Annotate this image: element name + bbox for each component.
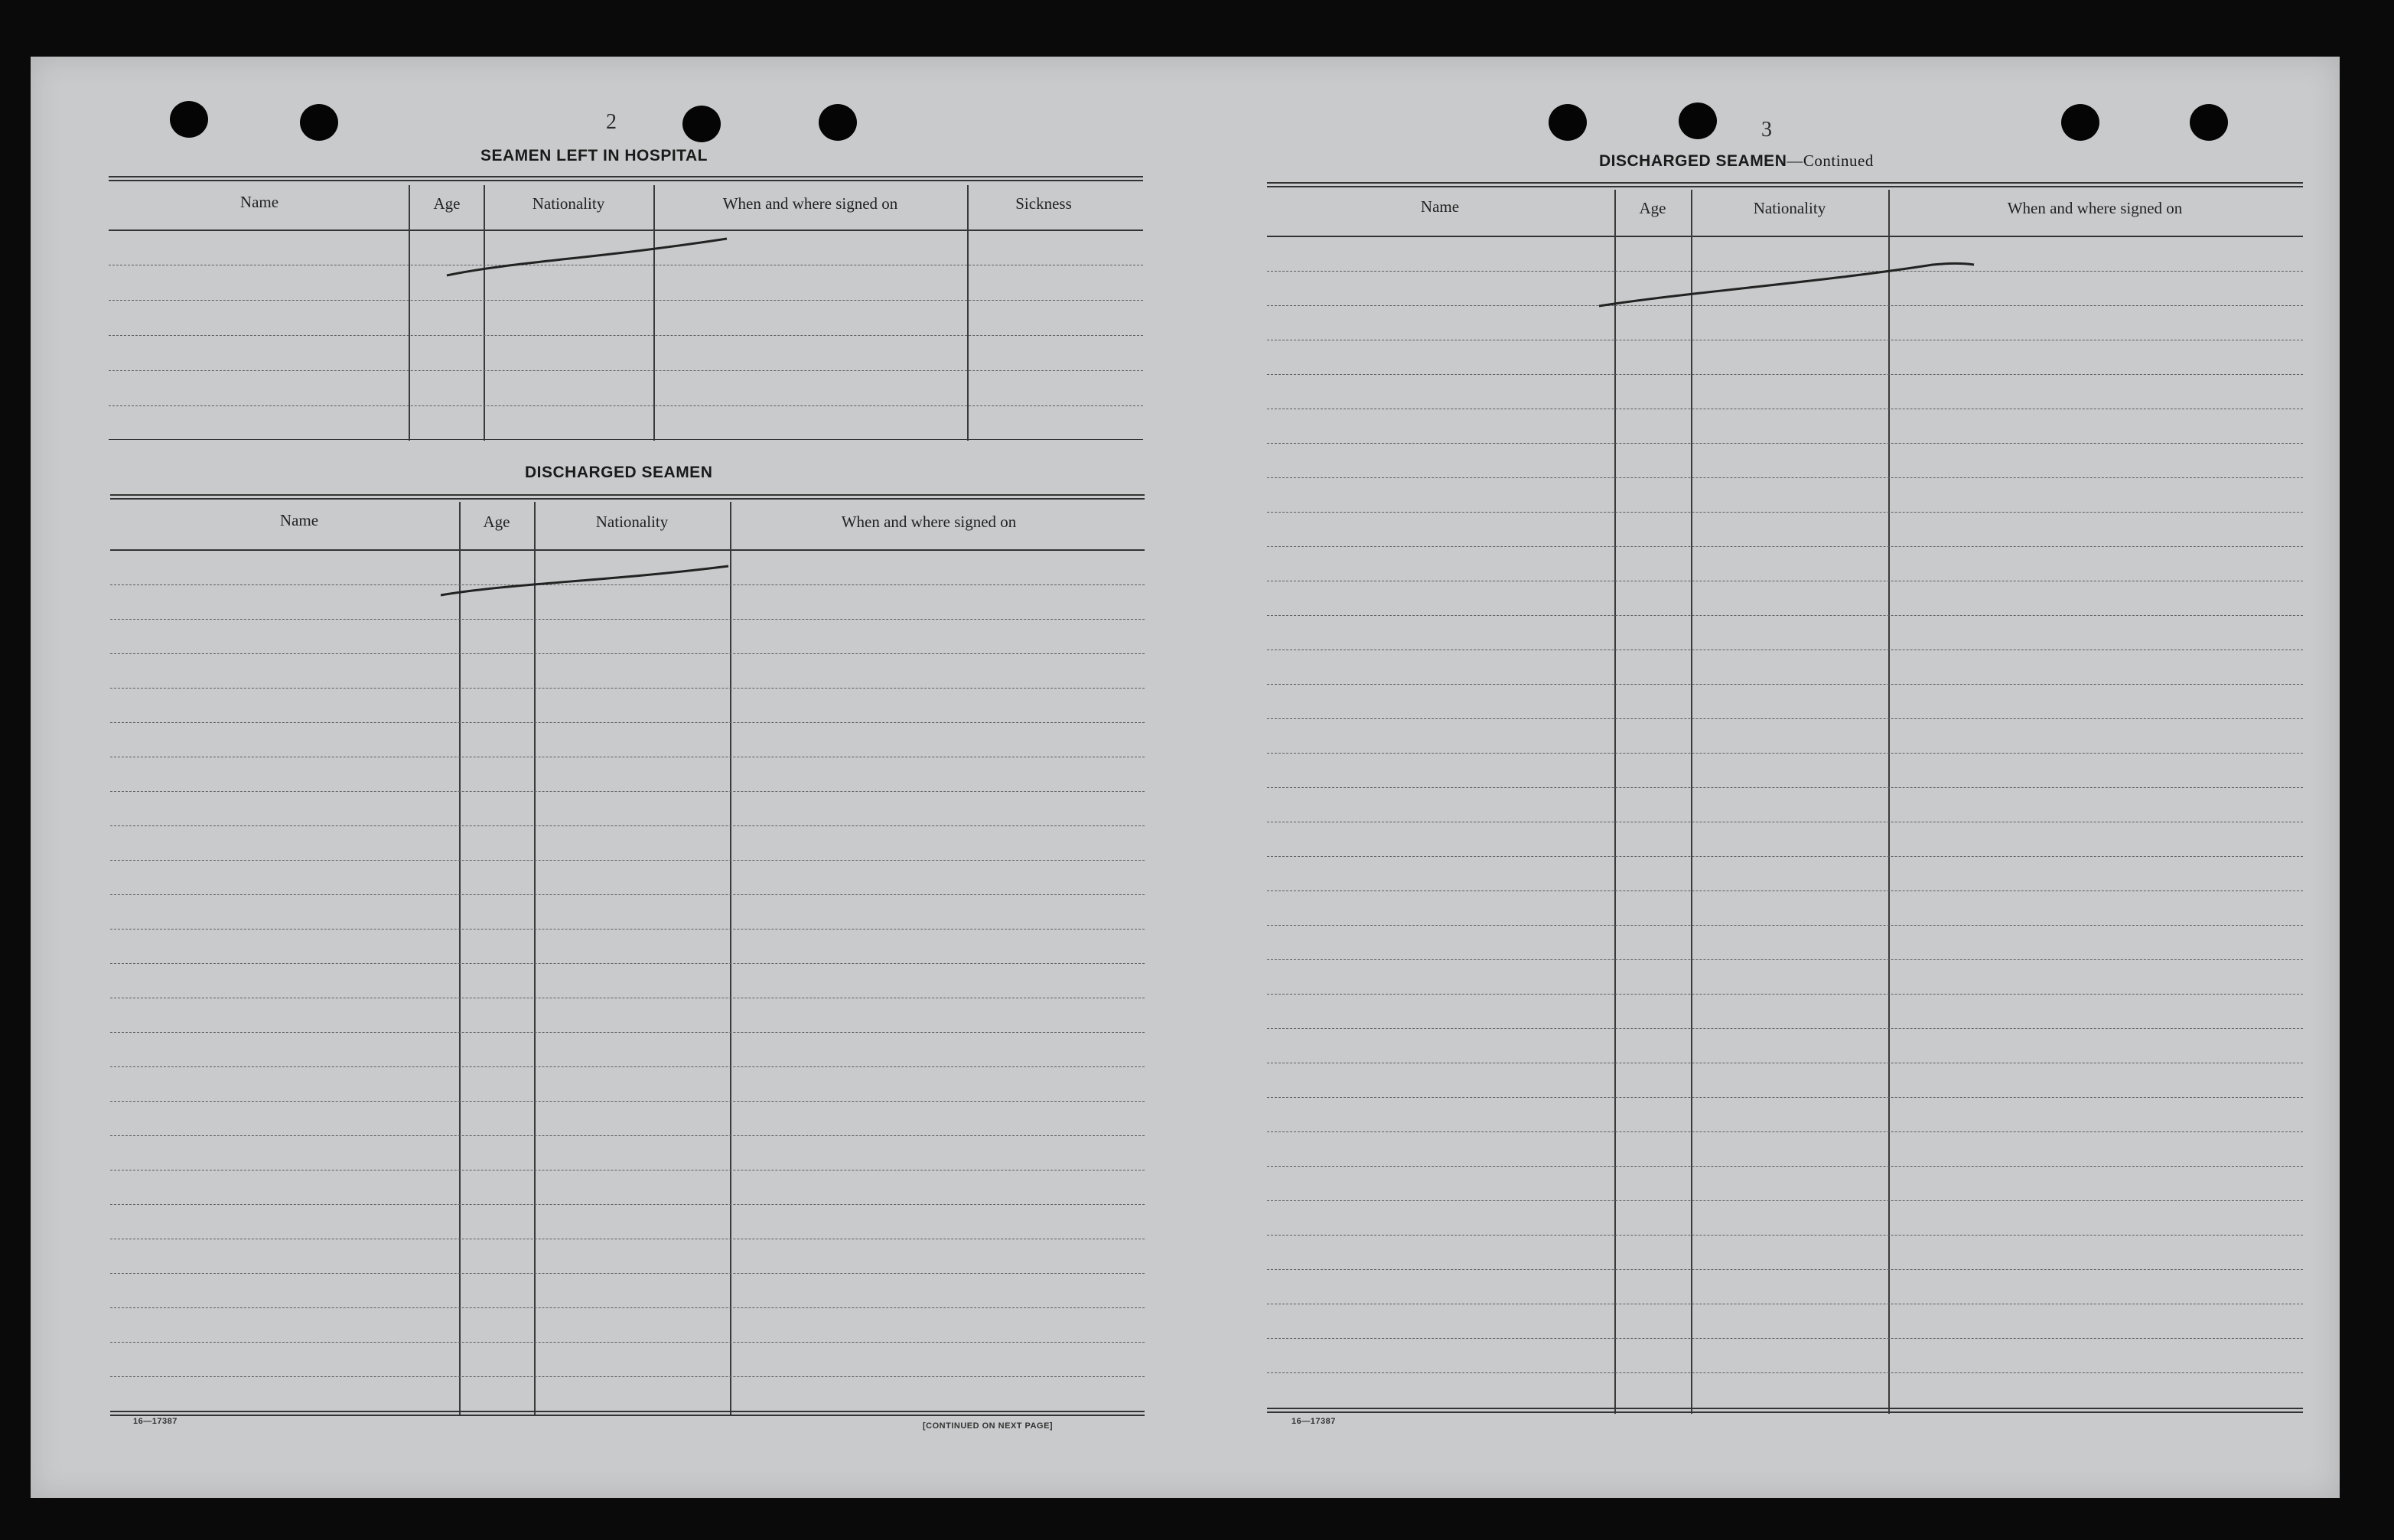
discharged-entry-line [110, 1307, 1145, 1308]
discharged-entry-line [110, 653, 1145, 654]
continued-entry-line [1267, 1200, 2303, 1201]
discharged-col-age: Age [483, 513, 510, 531]
continued-entry-line [1267, 615, 2303, 616]
discharged-entry-line [110, 1342, 1145, 1343]
continued-entry-line [1267, 718, 2303, 719]
punch-hole [819, 104, 857, 141]
hospital-divider [967, 185, 969, 441]
hospital-header-rule [109, 230, 1143, 231]
continued-divider [1888, 190, 1890, 1414]
continued-entry-line [1267, 512, 2303, 513]
discharged-section-title: DISCHARGED SEAMEN [525, 464, 713, 481]
discharged-divider [459, 502, 461, 1415]
hospital-top-rule [109, 176, 1143, 181]
discharged-divider [730, 502, 731, 1415]
discharged-continued-title [1599, 151, 1874, 171]
continued-header-rule [1267, 236, 2303, 237]
discharged-continued-title-suffix: —Continued [1787, 151, 1874, 170]
continued-entry-line [1267, 546, 2303, 547]
continued-entry-line [1267, 1269, 2303, 1270]
continued-entry-line [1267, 959, 2303, 960]
punch-hole [1679, 103, 1717, 139]
handwritten-line-mark [438, 562, 736, 600]
punch-hole [682, 106, 721, 142]
continued-entry-line [1267, 477, 2303, 478]
ledger-sheet [31, 57, 2340, 1498]
hospital-section-title: SEAMEN LEFT IN HOSPITAL [480, 147, 708, 164]
hospital-bottom-rule [109, 439, 1143, 440]
continued-divider [1614, 190, 1616, 1414]
punch-hole [170, 101, 208, 138]
discharged-header-rule [110, 549, 1145, 551]
discharged-col-nationality: Nationality [595, 513, 669, 531]
continued-entry-line [1267, 1028, 2303, 1029]
continued-note: [CONTINUED ON NEXT PAGE] [923, 1421, 1054, 1431]
handwritten-line-mark [1596, 259, 1979, 312]
punch-hole [300, 104, 338, 141]
discharged-divider [534, 502, 536, 1415]
hospital-entry-line [109, 335, 1143, 336]
continued-entry-line [1267, 1372, 2303, 1373]
page-number-left: 2 [606, 110, 617, 134]
discharged-entry-line [110, 1135, 1145, 1136]
continued-entry-line [1267, 753, 2303, 754]
hospital-divider [484, 185, 485, 441]
discharged-entry-line [110, 860, 1145, 861]
discharged-entry-line [110, 929, 1145, 930]
discharged-entry-line [110, 1376, 1145, 1377]
continued-entry-line [1267, 856, 2303, 857]
hospital-col-sickness: Sickness [1015, 194, 1072, 213]
continued-divider [1691, 190, 1692, 1414]
continued-col-signed-on: When and where signed on [2007, 199, 2183, 217]
continued-entry-line [1267, 1235, 2303, 1236]
discharged-entry-line [110, 1032, 1145, 1033]
hospital-entry-line [109, 300, 1143, 301]
discharged-entry-line [110, 1101, 1145, 1102]
continued-entry-line [1267, 890, 2303, 891]
continued-entry-line [1267, 1131, 2303, 1132]
hospital-col-nationality: Nationality [532, 194, 605, 213]
continued-entry-line [1267, 684, 2303, 685]
continued-entry-line [1267, 787, 2303, 788]
punch-hole [2190, 104, 2228, 141]
discharged-entry-line [110, 1204, 1145, 1205]
discharged-bottom-rule [110, 1411, 1145, 1416]
continued-entry-line [1267, 1097, 2303, 1098]
continued-entry-line [1267, 994, 2303, 995]
discharged-entry-line [110, 894, 1145, 895]
discharged-continued-title-main: DISCHARGED SEAMEN [1599, 152, 1787, 170]
continued-top-rule [1267, 182, 2303, 187]
discharged-entry-line [110, 619, 1145, 620]
hospital-entry-line [109, 370, 1143, 371]
hospital-col-age: Age [433, 194, 461, 213]
punch-hole [2061, 104, 2099, 141]
discharged-entry-line [110, 1066, 1145, 1067]
form-number-right: 16—17387 [1291, 1417, 1336, 1426]
continued-entry-line [1267, 374, 2303, 375]
discharged-col-name: Name [279, 511, 319, 529]
continued-entry-line [1267, 1166, 2303, 1167]
hospital-divider [409, 185, 410, 441]
hospital-entry-line [109, 405, 1143, 406]
continued-bottom-rule [1267, 1408, 2303, 1413]
handwritten-line-mark [444, 236, 734, 282]
continued-col-name: Name [1420, 197, 1460, 216]
continued-col-age: Age [1639, 199, 1666, 217]
discharged-top-rule [110, 494, 1145, 500]
discharged-entry-line [110, 1273, 1145, 1274]
form-number-left: 16—17387 [133, 1417, 178, 1426]
hospital-col-signed-on: When and where signed on [722, 194, 898, 213]
discharged-entry-line [110, 791, 1145, 792]
continued-col-nationality: Nationality [1753, 199, 1826, 217]
continued-entry-line [1267, 1338, 2303, 1339]
continued-entry-line [1267, 925, 2303, 926]
continued-entry-line [1267, 443, 2303, 444]
discharged-col-signed-on: When and where signed on [841, 513, 1017, 531]
hospital-divider [653, 185, 655, 441]
discharged-entry-line [110, 722, 1145, 723]
page-number-right: 3 [1761, 118, 1772, 142]
hospital-col-name: Name [239, 193, 279, 211]
discharged-entry-line [110, 963, 1145, 964]
discharged-entry-line [110, 825, 1145, 826]
discharged-entry-line [110, 688, 1145, 689]
punch-hole [1549, 104, 1587, 141]
